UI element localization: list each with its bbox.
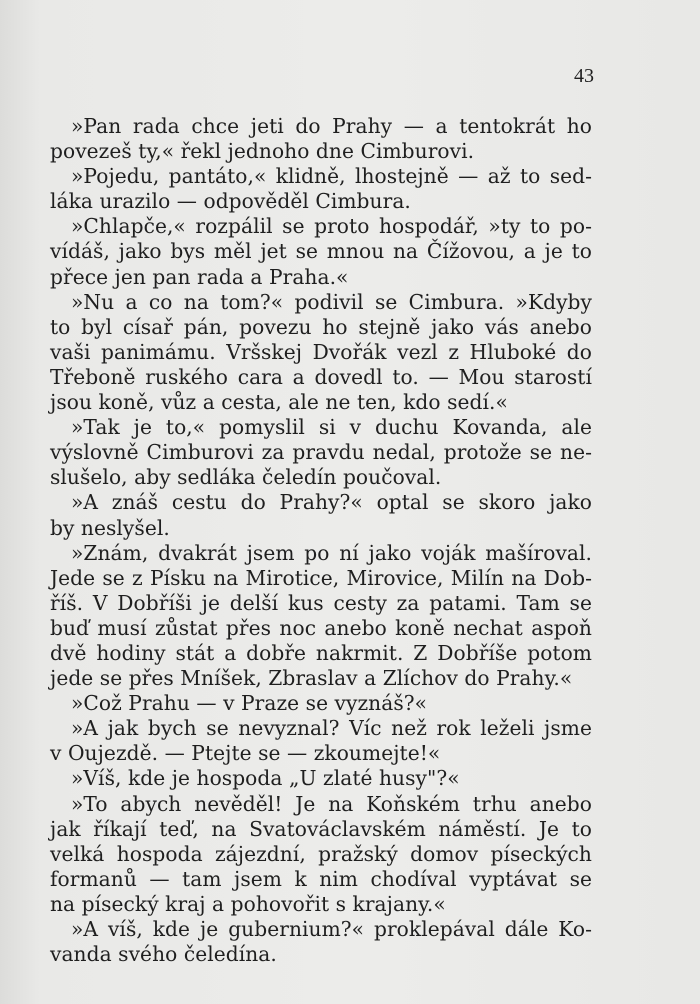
text-line: to byl císař pán, povezu ho stejně jako vás anebo bbox=[50, 314, 592, 339]
text-line: jak říkají teď, na Svatováclavském náměstí. Je to bbox=[50, 816, 592, 841]
text-line: »Tak je to,« pomyslil si v duchu Kovanda, ale bbox=[71, 415, 592, 440]
body-text bbox=[50, 114, 592, 967]
text-line: vaši panimámu. Vršskej Dvořák vezl z Hluboké do bbox=[50, 339, 592, 364]
text-line: »To abych nevěděl! Je na Koňském trhu anebo bbox=[71, 791, 592, 816]
text-line: »Pan rada chce jeti do Prahy — a tentokrát ho bbox=[71, 114, 592, 138]
text-line: »Pojedu, pantáto,« klidně, lhostejně — až to sed- bbox=[71, 164, 592, 189]
text-line: Třeboně ruského cara a dovedl to. — Mou starostí bbox=[50, 364, 592, 389]
text-line: přece jen pan rada a Praha.« bbox=[50, 264, 349, 289]
text-line: »Chlapče,« rozpálil se proto hospodář, »ty to po- bbox=[71, 214, 592, 239]
text-line: vanda svého čeledína. bbox=[50, 942, 277, 967]
text-line: »Víš, kde je hospoda „U zlaté husy"?« bbox=[71, 766, 460, 791]
text-line: »A jak bych se nevyznal? Víc než rok leželi jsme bbox=[71, 716, 592, 741]
text-line: »Nu a co na tom?« podivil se Cimbura. »Kdyby bbox=[71, 289, 592, 314]
text-line: povezeš ty,« řekl jednoho dne Cimburovi. bbox=[50, 139, 475, 164]
text-line: Jede se z Písku na Mirotice, Mirovice, Milín na Dob- bbox=[50, 565, 592, 590]
text-line: na písecký kraj a pohovořit s krajany.« bbox=[50, 891, 446, 916]
text-line: výslovně Cimburovi za pravdu nedal, protože se ne- bbox=[50, 440, 592, 465]
page-number: 43 bbox=[574, 65, 594, 87]
text-line: jede se přes Mníšek, Zbraslav a Zlíchov do Prahy.« bbox=[50, 666, 573, 691]
text-line: »Což Prahu — v Praze se vyznáš?« bbox=[71, 691, 428, 716]
text-line: vídáš, jako bys měl jet se mnou na Čížovou, a je to bbox=[50, 239, 592, 264]
text-line: »A víš, kde je gubernium?« proklepával dále Ko- bbox=[71, 917, 592, 941]
text-line: »A znáš cestu do Prahy?« optal se skoro jako bbox=[71, 490, 592, 515]
text-line: jsou koně, vůz a cesta, ale ne ten, kdo sedí.« bbox=[50, 390, 508, 415]
text-line: dvě hodiny stát a dobře nakrmit. Z Dobříše potom bbox=[50, 640, 592, 665]
text-line: slušelo, aby sedláka čeledín poučoval. bbox=[50, 465, 442, 490]
text-line: by neslyšel. bbox=[50, 515, 170, 540]
text-line: říš. V Dobříši je delší kus cesty za patami. Tam se bbox=[50, 590, 592, 615]
text-line: »Znám, dvakrát jsem po ní jako voják mašíroval. bbox=[71, 540, 592, 565]
text-line: formanů — tam jsem k nim chodíval vyptávat se bbox=[50, 866, 592, 891]
text-line: buď musí zůstat přes noc anebo koně nechat aspoň bbox=[50, 615, 592, 640]
text-line: láka urazilo — odpověděl Cimbura. bbox=[50, 189, 411, 214]
text-line: v Oujezdě. — Ptejte se — zkoumejte!« bbox=[50, 741, 441, 766]
text-line: velká hospoda zájezdní, pražský domov píseckých bbox=[50, 841, 592, 866]
